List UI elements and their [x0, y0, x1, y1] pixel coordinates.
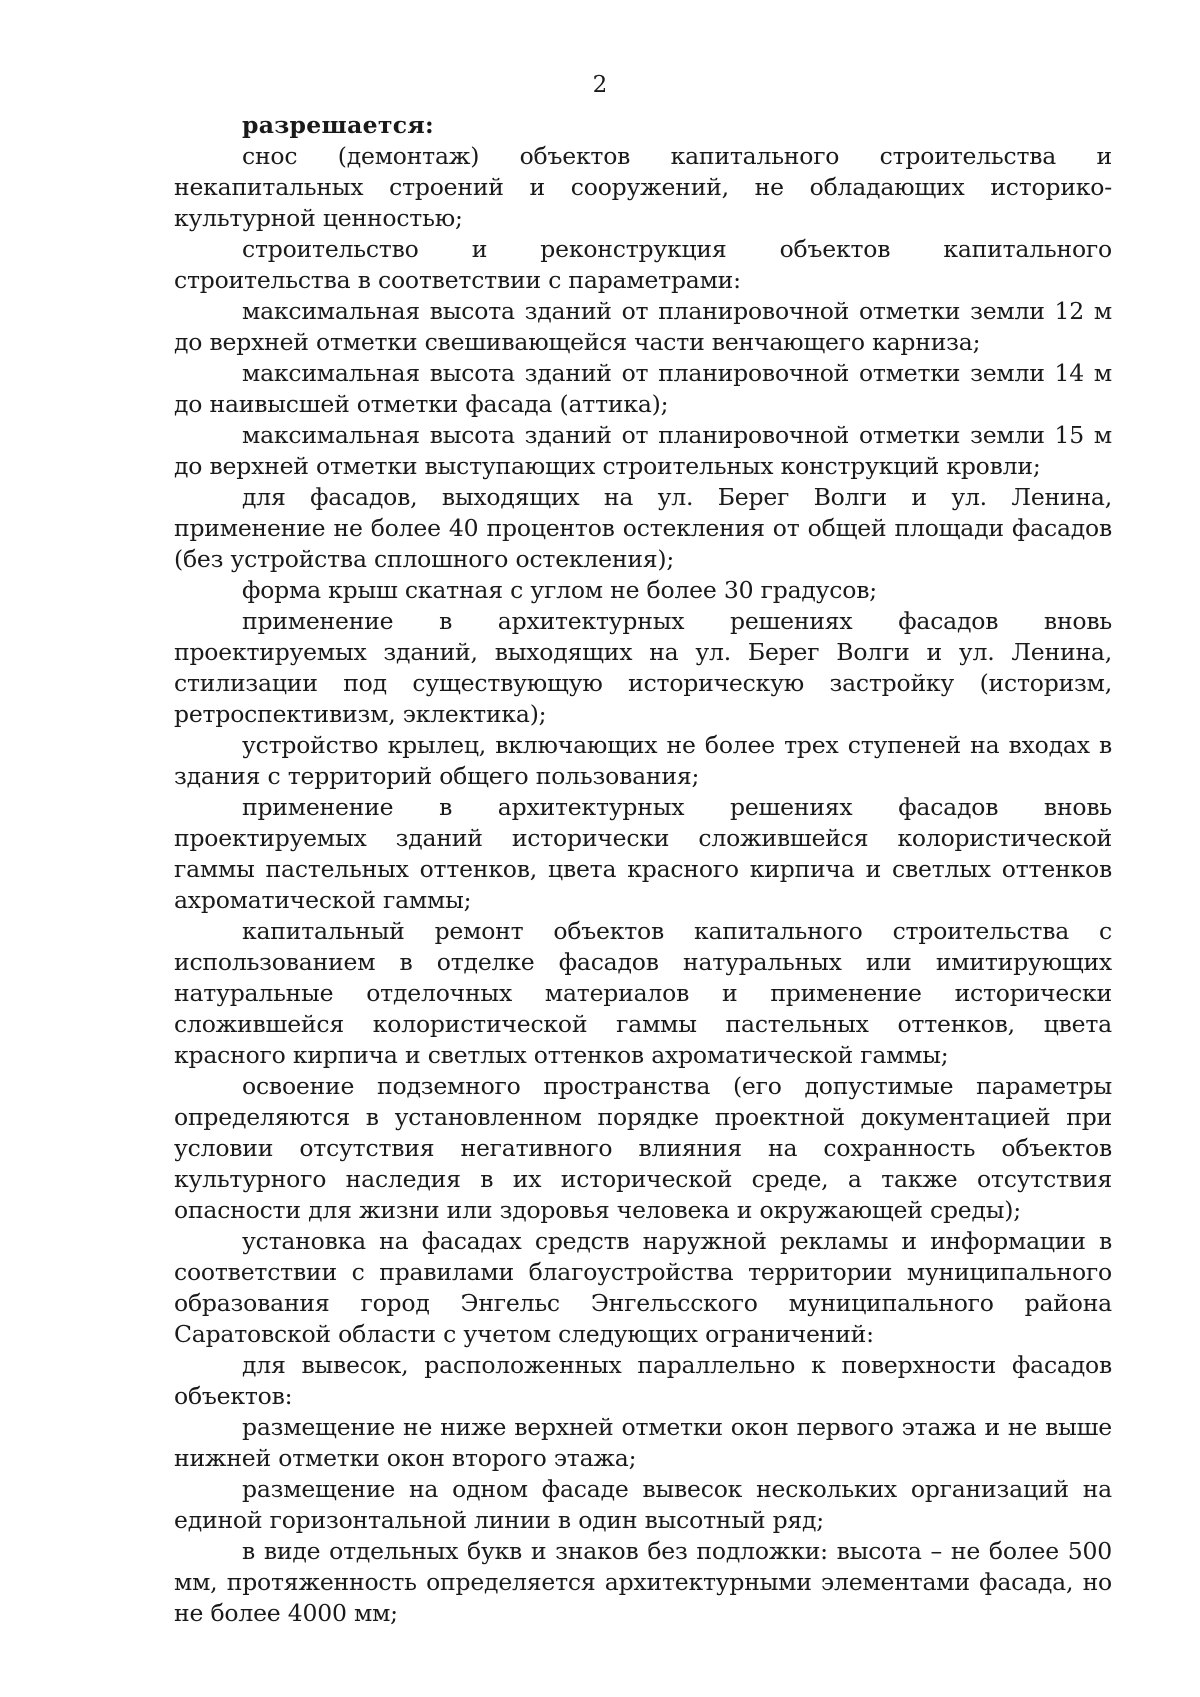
paragraph-stylization: применение в архитектурных решениях фасадов вновь проектируемых зданий, выходящих на ул. Берег Волги и ул. Ленина, стилизации под существующую историческую застройку (историзм, ретроспективизм, эклектика);: [174, 607, 1112, 728]
paragraph-signs-parallel: для вывесок, расположенных параллельно к поверхности фасадов объектов:: [174, 1351, 1112, 1410]
page-number: 2: [592, 72, 608, 98]
document-body: [174, 110, 1112, 1629]
paragraph-max-height-cornice: максимальная высота зданий от планировочной отметки земли 12 м до верхней отметки свешивающейся части венчающего карниза;: [174, 297, 1112, 356]
paragraph-demolition: снос (демонтаж) объектов капитального строительства и некапитальных строений и сооружений, не обладающих историко-культурной ценностью;: [174, 142, 1112, 232]
paragraph-max-height-attic: максимальная высота зданий от планировочной отметки земли 14 м до наивысшей отметки фасада (аттика);: [174, 359, 1112, 418]
paragraph-porches: устройство крылец, включающих не более трех ступеней на входах в здания с территорий общего пользования;: [174, 731, 1112, 790]
paragraph-signs-single-row: размещение на одном фасаде вывесок нескольких организаций на единой горизонтальной линии в один высотный ряд;: [174, 1475, 1112, 1534]
paragraph-construction: строительство и реконструкция объектов капитального строительства в соответствии с параметрами:: [174, 235, 1112, 294]
paragraph-signs-placement: размещение не ниже верхней отметки окон первого этажа и не выше нижней отметки окон второго этажа;: [174, 1413, 1112, 1472]
paragraph-color-scheme: применение в архитектурных решениях фасадов вновь проектируемых зданий исторически сложившейся колористической гаммы пастельных оттенков, цвета красного кирпича и светлых оттенков ахроматической гаммы;: [174, 793, 1112, 914]
paragraph-advertising: установка на фасадах средств наружной рекламы и информации в соответствии с правилами благоустройства территории муниципального образования город Энгельс Энгельсского муниципального района Саратовской области с учетом следующих ограничений:: [174, 1227, 1112, 1348]
paragraph-max-height-roof: максимальная высота зданий от планировочной отметки земли 15 м до верхней отметки выступающих строительных конструкций кровли;: [174, 421, 1112, 480]
paragraph-glazing: для фасадов, выходящих на ул. Берег Волги и ул. Ленина, применение не более 40 процентов остекления от общей площади фасадов (без устройства сплошного остекления);: [174, 483, 1112, 573]
paragraph-capital-repair: капитальный ремонт объектов капитального строительства с использованием в отделке фасадов натуральных или имитирующих натуральные отделочных материалов и применение исторически сложившейся колористической гаммы пастельных оттенков, цвета красного кирпича и светлых оттенков ахроматической гаммы;: [174, 917, 1112, 1069]
paragraph-roof-shape: форма крыш скатная с углом не более 30 градусов;: [242, 576, 877, 604]
paragraph-signs-letters: в виде отдельных букв и знаков без подложки: высота – не более 500 мм, протяженность определяется архитектурными элементами фасада, но не более 4000 мм;: [174, 1537, 1112, 1627]
section-heading: разрешается:: [242, 111, 434, 139]
paragraph-underground: освоение подземного пространства (его допустимые параметры определяются в установленном порядке проектной документацией при условии отсутствия негативного влияния на сохранность объектов культурного наследия в их исторической среде, а также отсутствия опасности для жизни или здоровья человека и окружающей среды);: [174, 1072, 1112, 1224]
